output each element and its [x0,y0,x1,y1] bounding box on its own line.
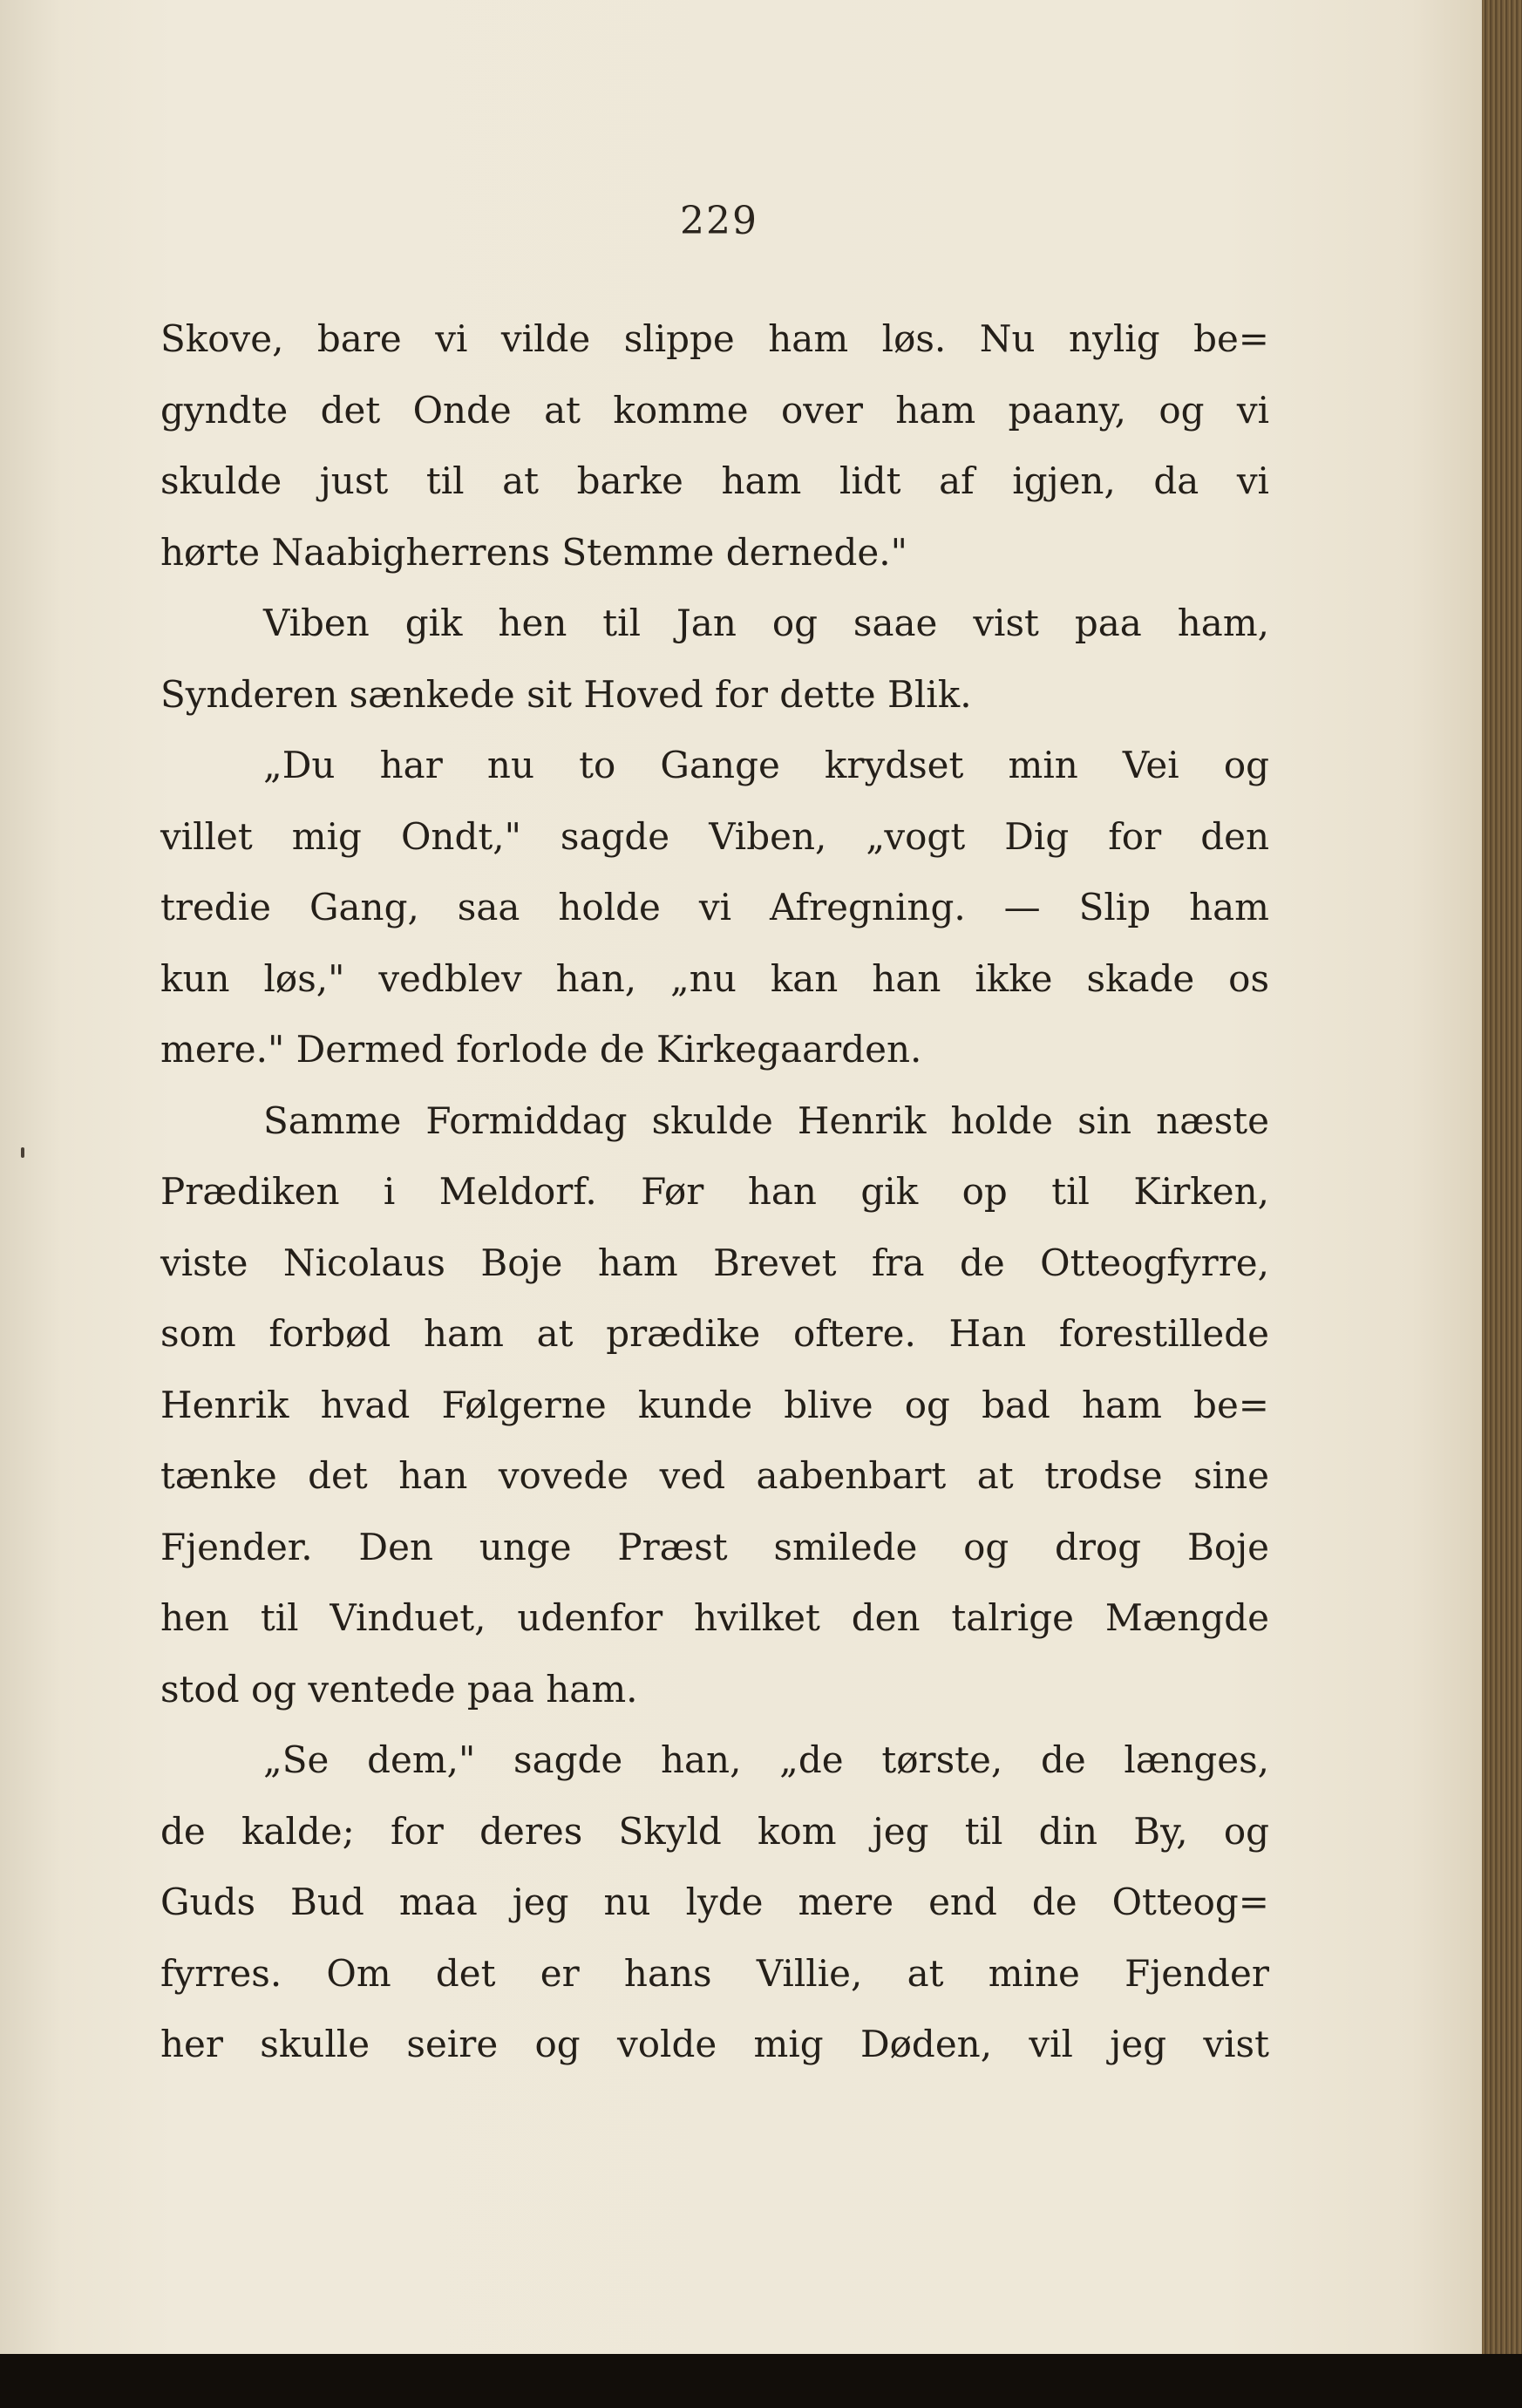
text-line: fyrres. Om det er hans Villie, at mine Fjender [160,1951,1269,1995]
book-fore-edge [1482,0,1522,2371]
text-line: Synderen sænkede sit Hoved for dette Blik. [160,672,972,716]
text-line: Samme Formiddag skulde Henrik holde sin næste [263,1099,1269,1142]
text-line: Viben gik hen til Jan og saae vist paa ham, [263,602,1269,644]
text-line: de kalde; for deres Skyld kom jeg til din By, og [160,1809,1269,1853]
text-line: gyndte det Onde at komme over ham paany, og vi [160,388,1269,432]
text-line: „Du har nu to Gange krydset min Vei og [263,744,1269,786]
text-line: som forbød ham at prædike oftere. Han forestillede [160,1312,1269,1355]
text-line: Guds Bud maa jeg nu lyde mere end de Otteog= [160,1881,1269,1923]
margin-mark [21,1147,24,1158]
text-line: viste Nicolaus Boje ham Brevet fra de Otteogfyrre, [160,1241,1269,1284]
text-line: her skulle seire og volde mig Døden, vil jeg vist [160,2023,1269,2065]
text-line: Henrik hvad Følgerne kunde blive og bad ham be= [160,1383,1269,1426]
text-line: mere." Dermed forlode de Kirkegaarden. [160,1028,922,1071]
text-line: stod og ventede paa ham. [160,1667,638,1711]
page-number: 229 [680,199,758,243]
scan-bottom-edge [0,2354,1522,2408]
text-line: skulde just til at barke ham lidt af igjen, da vi [160,459,1269,502]
text-line: „Se dem," sagde han, „de tørste, de længes, [263,1738,1269,1781]
text-line: Fjender. Den unge Præst smilede og drog Boje [160,1525,1269,1568]
text-line: tænke det han vovede ved aabenbart at trodse sine [160,1454,1269,1497]
text-line: kun løs," vedblev han, „nu kan han ikke skade os [160,956,1269,1000]
text-line: hørte Naabigherrens Stemme dernede." [160,530,907,574]
text-line: villet mig Ondt," sagde Viben, „vogt Dig for den [160,814,1269,858]
text-line: Skove, bare vi vilde slippe ham løs. Nu nylig be= [160,317,1269,360]
body-text [160,303,1269,2080]
text-line: tredie Gang, saa holde vi Afregning. — Slip ham [160,886,1269,929]
text-line: Prædiken i Meldorf. Før han gik op til Kirken, [160,1170,1269,1213]
text-line: hen til Vinduet, udenfor hvilket den talrige Mængde [160,1596,1269,1639]
